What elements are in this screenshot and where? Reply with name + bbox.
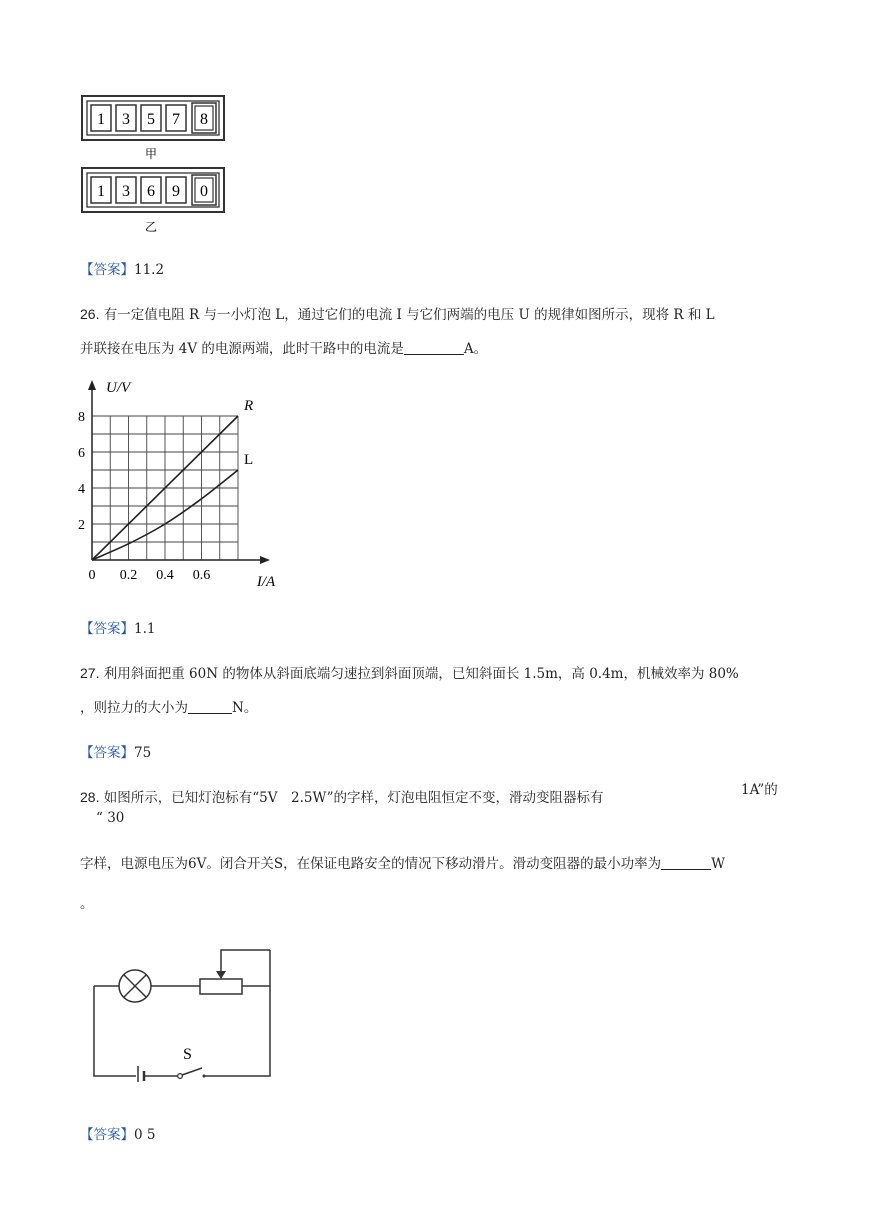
graph-labels (78, 380, 276, 590)
q28-line2 (80, 854, 725, 874)
answer-tag: 【答案】 (80, 745, 134, 761)
rheostat-icon (200, 971, 242, 994)
q28-answer (80, 1125, 155, 1145)
q26-line1 (80, 304, 715, 325)
meter-jia (82, 96, 224, 161)
answer-tag: 【答案】 (80, 621, 134, 637)
q26-graph (72, 364, 292, 590)
x-tick-label: 0.4 (156, 568, 174, 583)
y-tick-label: 6 (78, 446, 85, 461)
question-text: N。 (232, 700, 258, 716)
question-text: 如图所示，已知灯泡标有“5V 2.5W”的字样，灯泡电阻恒定不变，滑动变阻器标有 (103, 790, 604, 806)
y-axis-arrow (88, 380, 96, 390)
meter-yi-digit: 9 (172, 183, 180, 200)
answer-value: 11.2 (134, 262, 165, 278)
meter-yi-label: 乙 (144, 220, 158, 234)
meter-yi-digit: 1 (97, 183, 105, 200)
meter-jia-digit: 3 (122, 111, 130, 128)
answer-blank[interactable] (404, 340, 464, 355)
q26-answer (80, 619, 155, 639)
lamp-icon (119, 970, 151, 1002)
meter-jia-digit: 7 (172, 111, 180, 128)
y-tick-label: 4 (78, 482, 85, 497)
x-axis-label: I/A (256, 574, 276, 590)
question-text: 并联接在电压为 4V 的电源两端，此时干路中的电流是 (80, 341, 404, 357)
question-text: 字样，电源电压为6V。闭合开关S，在保证电路安全的情况下移动滑片。滑动变阻器的最小功率为 (80, 856, 662, 872)
q28-line1-right: 1A”的 (741, 782, 778, 798)
series-label-L: L (244, 452, 254, 468)
meter-yi-digit: 0 (200, 183, 208, 200)
y-axis-label: U/V (106, 380, 131, 396)
q27-answer (80, 743, 151, 763)
meter-jia-digit: 5 (147, 111, 155, 128)
y-tick-label: 2 (78, 518, 85, 533)
q28-line1b: “ 30 (96, 810, 125, 826)
answer-value: 1.1 (134, 621, 156, 637)
q27-line1 (80, 663, 739, 684)
answer-blank[interactable] (188, 699, 232, 714)
x-tick-label: 0.6 (192, 568, 211, 583)
switch-icon (178, 1046, 206, 1078)
q27-line2 (80, 698, 257, 718)
meter-jia-digit: 1 (97, 111, 105, 128)
question-number: 27. (80, 665, 100, 681)
x-tick-label: 0 (88, 568, 96, 583)
series-label-R: R (244, 398, 254, 414)
q25-answer (80, 260, 164, 280)
meter-yi (82, 168, 224, 234)
answer-value: 75 (134, 745, 152, 761)
meter-yi-digit: 6 (147, 183, 155, 200)
y-tick-label: 8 (78, 410, 85, 425)
question-text: 利用斜面把重 60N 的物体从斜面底端匀速拉到斜面顶端，已知斜面长 1.5m，高 0.4m，机械效率为 80% (103, 666, 739, 682)
question-number: 26. (80, 306, 100, 322)
meter-yi-digit: 3 (122, 183, 130, 200)
meter-figure (78, 92, 228, 237)
x-tick-label: 0.2 (119, 568, 138, 583)
question-text: ，则拉力的大小为 (80, 700, 188, 716)
question-text: 有一定值电阻 R 与一小灯泡 L，通过它们的电流 I 与它们两端的电压 U 的规律如图所示，现将 R 和 L (103, 307, 715, 323)
battery-icon (138, 1066, 144, 1082)
switch-label: S (183, 1046, 192, 1063)
answer-blank[interactable] (661, 855, 711, 870)
q28-line1 (80, 787, 604, 808)
question-text: W (711, 856, 725, 872)
meter-jia-digit: 8 (200, 111, 208, 128)
answer-tag: 【答案】 (80, 1127, 134, 1143)
answer-tag: 【答案】 (80, 262, 134, 278)
question-text: A。 (463, 341, 488, 357)
question-number: 28. (80, 789, 100, 805)
x-axis-arrow (260, 556, 270, 564)
meter-jia-label: 甲 (144, 147, 158, 161)
q28-line3: 。 (80, 896, 94, 912)
answer-value: 0 5 (134, 1127, 156, 1143)
q28-circuit (88, 942, 278, 1082)
q26-line2 (80, 339, 487, 359)
